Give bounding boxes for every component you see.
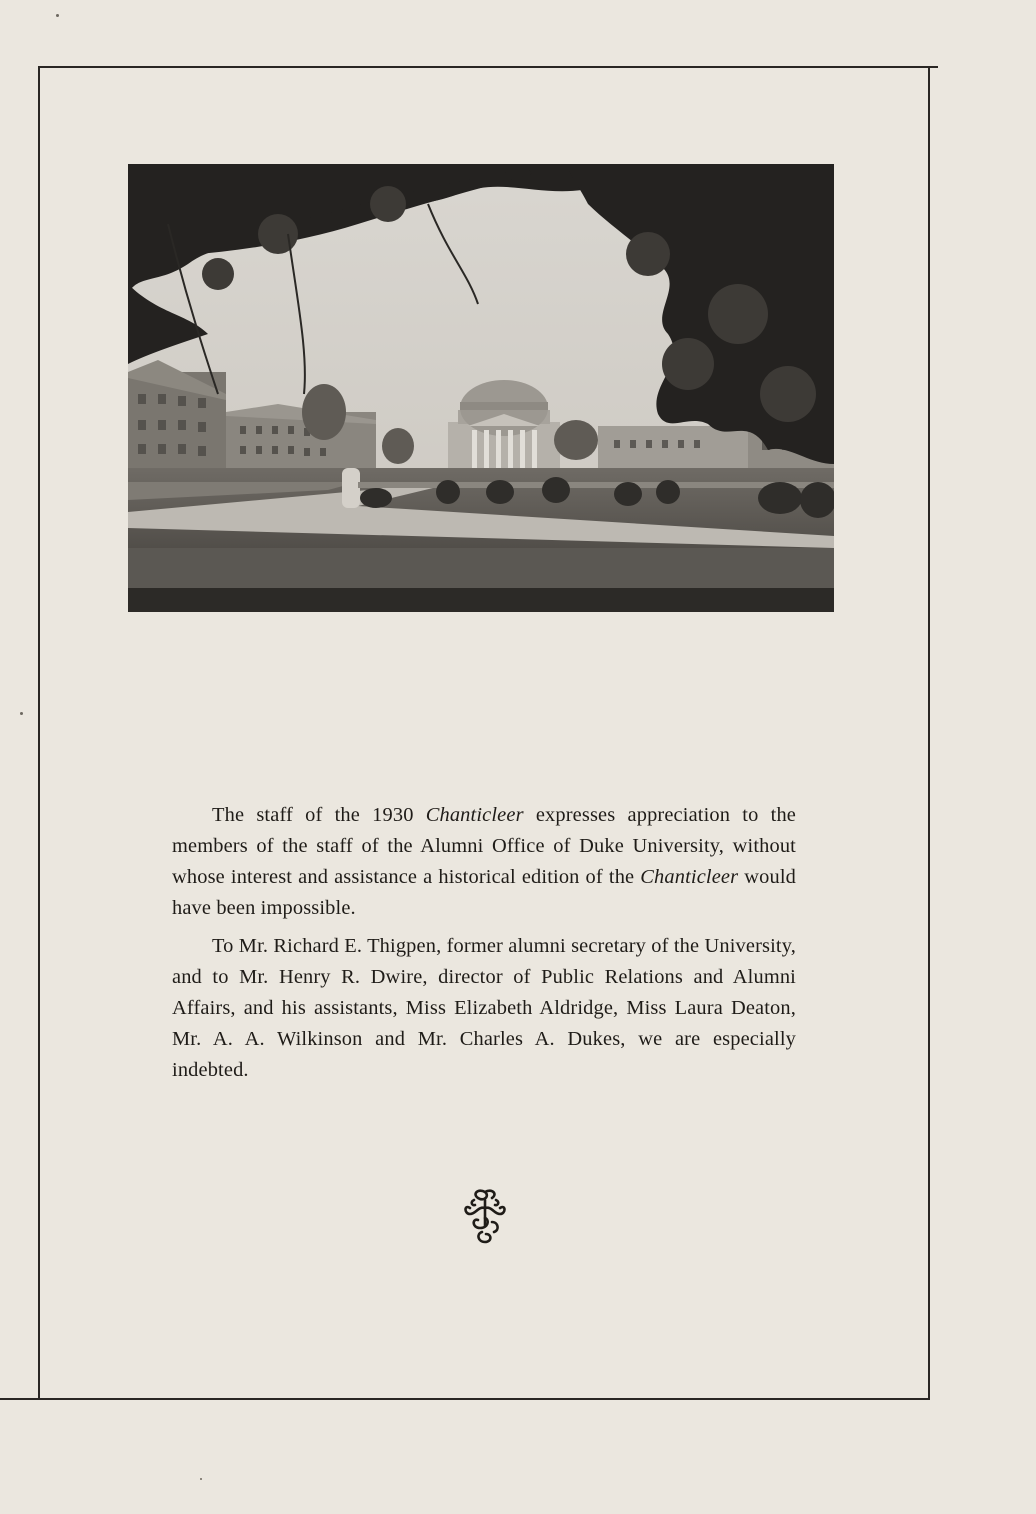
paper-speck <box>56 14 59 17</box>
border-rule-top-extension <box>930 66 938 68</box>
acknowledgement-paragraph-1 <box>172 800 796 924</box>
paper-speck <box>200 1478 202 1480</box>
paragraph-1-text-middle: expresses appreciation to the members of the staff of the Alumni Office of Duke University, without whose interest and assistance a historical edition of the <box>172 804 796 888</box>
campus-photo-illustration <box>128 164 834 612</box>
acknowledgement-paragraph-2: To Mr. Richard E. Thigpen, former alumni secretary of the University, and to Mr. Henry R. Dwire, director of Public Relations and Alumni Affairs, and his assistants, Miss Elizabeth Aldridge, Miss Laura Deaton, Mr. A. A. Wilkinson and Mr. Charles A. Dukes, we are especially indebted. <box>172 935 796 1081</box>
paper-speck <box>20 712 23 715</box>
chanticleer-title-italic: Chanticleer <box>425 804 524 826</box>
chanticleer-title-italic: Chanticleer <box>640 866 739 888</box>
border-rule-bottom-extension <box>0 1398 38 1400</box>
acknowledgement-text <box>172 800 796 1093</box>
paragraph-1-text-end: would have been impossible. <box>172 866 796 919</box>
paragraph-1-text-start: The staff of the 1930 <box>212 804 426 826</box>
campus-photograph <box>128 164 834 612</box>
fleuron-icon <box>458 1186 512 1246</box>
